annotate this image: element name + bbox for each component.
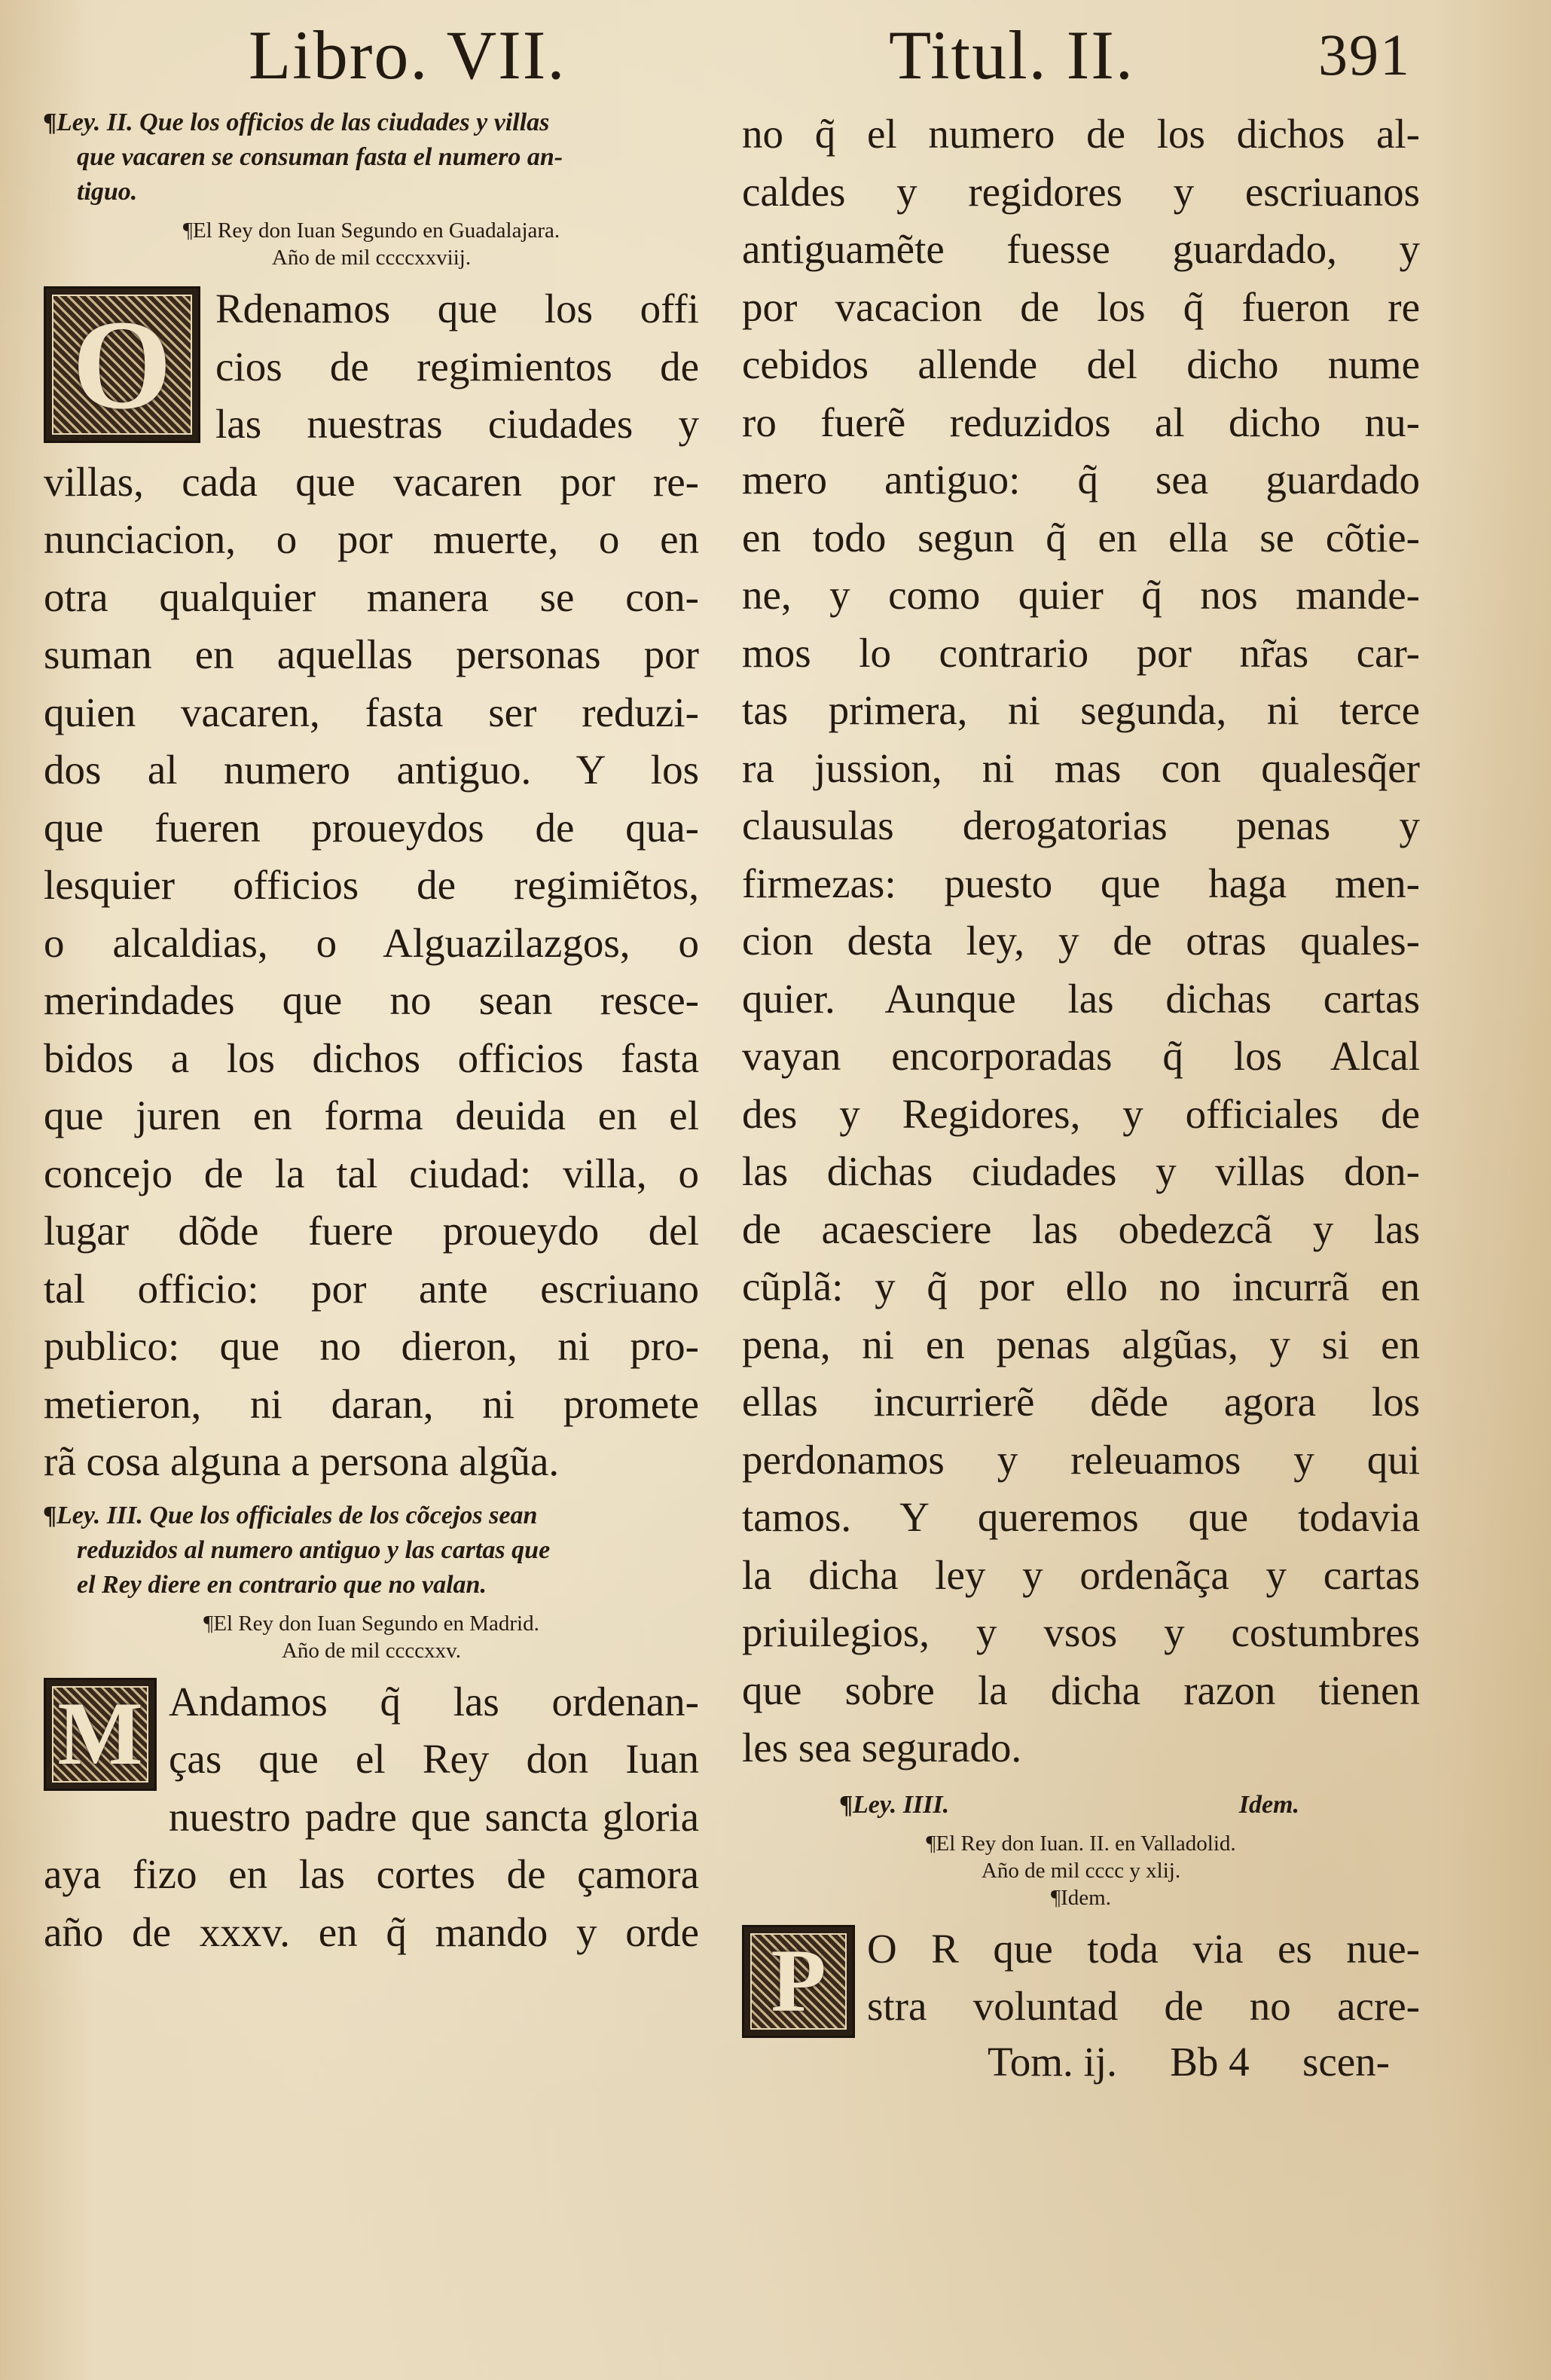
decorated-initial-o: O (44, 286, 200, 443)
law4-text: P O R que toda via es nue- stra voluntad de no acre- (742, 1920, 1420, 2036)
law3-note: ¶El Rey don Iuan Segundo en Madrid. Año de mil ccccxxv. (203, 1611, 539, 1663)
volume-mark: Tom. ij. (988, 2038, 1117, 2085)
law2-title: ¶Ley. II. Que los officios de las ciudades y villas que vacaren se consuman fasta el numero an- tiguo. (44, 108, 563, 206)
law4-note: ¶El Rey don Iuan. II. en Valladolid. Año de mil cccc y xlij. ¶Idem. (926, 1831, 1236, 1910)
law3-title: ¶Ley. III. Que los officiales de los cõcejos sean reduzidos al numero antiguo y las cartas que el Rey diere en contrario que no valan. (44, 1501, 551, 1599)
running-header-book: Libro. VII. (249, 17, 566, 93)
running-header-title: Titul. II. (889, 17, 1134, 93)
page-number: 391 (1318, 22, 1411, 87)
right-column (742, 105, 1420, 2088)
catchword: scen- (1302, 2038, 1390, 2085)
left-column (44, 105, 699, 1961)
law3-continuation: no q̃ el numero de los dichos al- caldes y regidores y escriuanos antiguamẽte fuesse guardado, y por vacacion de los q̃ fueron re cebidos allende del dicho nume ro fuerẽ reduzidos al dicho nu- mero antiguo: q̃ sea guardado en todo segun q̃ en ella se cõtie- ne, y como quier q̃ nos mande- mos lo contrario por nr̃as car- tas primera, ni segunda, ni terce ra jussion, ni mas con qualesq̃er clausulas derogatorias penas y firmezas: puesto que haga men- cion desta ley, y de otras quales- quier. Aunque las dichas cartas vayan encorporadas q̃ los Alcal des y Regidores, y officiales de las dichas ciudades y villas don- de acaesciere las obedezcã y las cũplã: y q̃ por ello no incurrã en pena, ni en penas algũas, y si en ellas incurrierẽ dẽde agora los perdonamos y releuamos y qui tamos. Y queremos que todavia la dicha ley y ordenãça y cartas priuilegios, y vsos y costumbres que sobre la dicha razon tienen les sea segurado. (742, 111, 1420, 1770)
page-footer (867, 2036, 1420, 2088)
law3-text: M Andamos q̃ las ordenan- ças que el Rey don Iuan nuestro padre que sancta gloria aya fizo en las cortes de çamora año de xxxv. en q̃ mando y orde (44, 1678, 699, 1955)
law2-text: O Rdenamos que los offi cios de regimientos de las nuestras ciudades y villas, cada que vacaren por re- nunciacion, o por muerte, o en otra qualquier manera se con- suman en aquellas personas por quien vacaren, fasta ser reduzi- dos al numero antiguo. Y los que fueren proueydos de qua- lesquier officios de regimiẽtos, o alcaldias, o Alguazilazgos, o merindades que no sean resce- bidos a los dichos officios fasta que juren en forma deuida en el concejo de la tal ciudad: villa, o lugar dõde fuere proueydo del tal officio: por ante escriuano publico: que no dieron, ni pro- metieron, ni daran, ni promete rã cosa alguna a persona algũa. (44, 286, 699, 1484)
signature-mark: Bb 4 (1170, 2038, 1250, 2085)
decorated-initial-p: P (742, 1925, 855, 2038)
law4-heading: ¶Ley. IIII. Idem. (840, 1790, 1299, 1819)
decorated-initial-m: M (44, 1678, 157, 1791)
law2-note: ¶El Rey don Iuan Segundo en Guadalajara. Año de mil ccccxxviij. (182, 218, 560, 270)
